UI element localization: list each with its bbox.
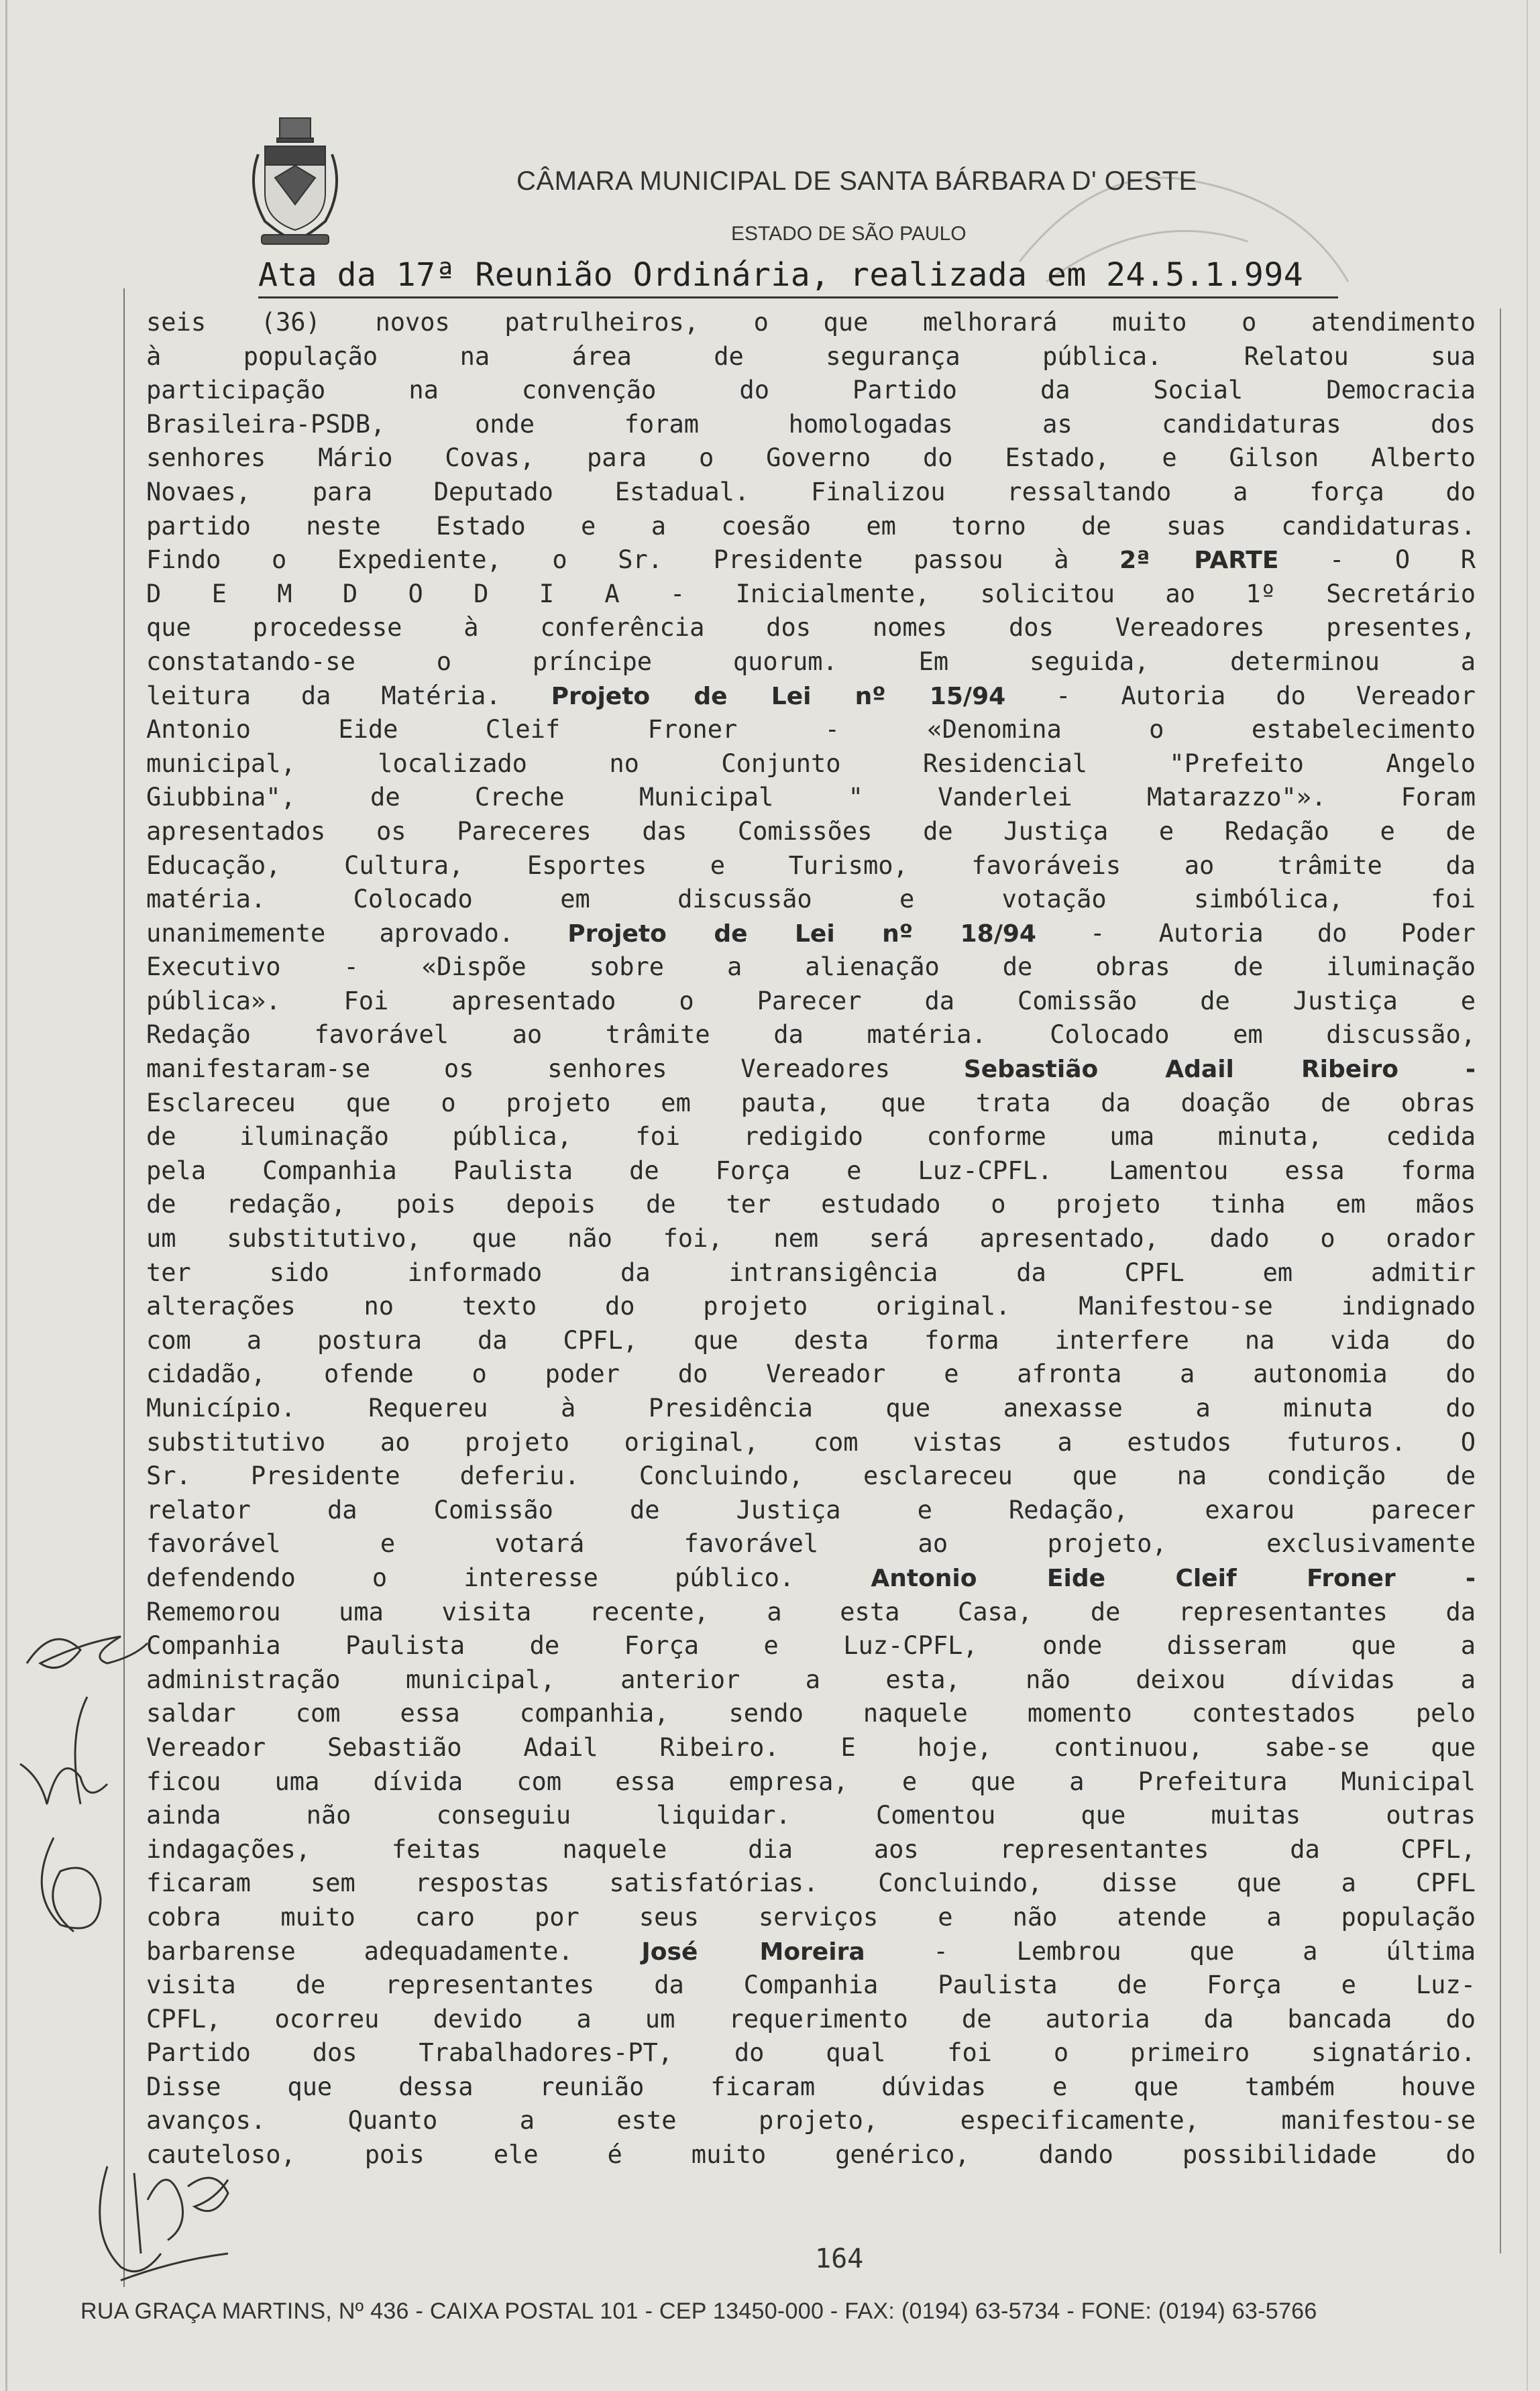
body-line: Redação favorável ao trâmite da matéria. Colocado em discussão, xyxy=(146,1020,1476,1050)
body-line: Companhia Paulista de Força e Luz-CPFL, onde disseram que a xyxy=(146,1631,1476,1661)
body-line: à população na área de segurança pública. Relatou sua xyxy=(146,341,1476,371)
body-line: CPFL, ocorreu devido a um requerimento de autoria da bancada do xyxy=(146,2004,1476,2034)
body-line: constatando-se o príncipe quorum. Em seguida, determinou a xyxy=(146,647,1476,676)
body-line: que procedesse à conferência dos nomes dos Vereadores presentes, xyxy=(146,613,1476,643)
body-line: pela Companhia Paulista de Força e Luz-CPFL. Lamentou essa forma xyxy=(146,1156,1476,1185)
initials-signature xyxy=(87,2146,248,2294)
body-line: D E M D O D I A - Inicialmente, solicitou ao 1º Secretário xyxy=(146,579,1476,608)
title-underline xyxy=(258,296,1338,298)
body-line: ter sido informado da intransigência da CPFL em admitir xyxy=(146,1258,1476,1287)
margin-signatures xyxy=(13,1616,161,1992)
body-line: favorável e votará favorável ao projeto, exclusivamente xyxy=(146,1529,1476,1559)
body-line: relator da Comissão de Justiça e Redação, exarou parecer xyxy=(146,1495,1476,1524)
body-line: Sr. Presidente deferiu. Concluindo, esclareceu que na condição de xyxy=(146,1461,1476,1491)
body-line: Novaes, para Deputado Estadual. Finalizou ressaltando a força do xyxy=(146,477,1476,506)
body-line: avanços. Quanto a este projeto, especificamente, manifestou-se xyxy=(146,2106,1476,2135)
body-line: Rememorou uma visita recente, a esta Casa, de representantes da xyxy=(146,1597,1476,1626)
right-margin-rule xyxy=(1500,309,1501,2254)
body-line: apresentados os Pareceres das Comissões de Justiça e Redação e de xyxy=(146,816,1476,846)
body-line: Município. Requereu à Presidência que anexasse a minuta do xyxy=(146,1394,1476,1423)
body-line: um substitutivo, que não foi, nem será apresentado, dado o orador xyxy=(146,1224,1476,1254)
body-line: partido neste Estado e a coesão em torno de suas candidaturas. xyxy=(146,511,1476,541)
body-line: administração municipal, anterior a esta, não deixou dívidas a xyxy=(146,1665,1476,1694)
body-line: participação na convenção do Partido da Social Democracia xyxy=(146,376,1476,405)
body-line: Brasileira-PSDB, onde foram homologadas as candidaturas dos xyxy=(146,409,1476,439)
minutes-body xyxy=(146,306,1476,2172)
body-line: manifestaram-se os senhores Vereadores Sebastião Adail Ribeiro - xyxy=(146,1054,1476,1084)
body-line: matéria. Colocado em discussão e votação simbólica, foi xyxy=(146,885,1476,914)
body-line: ainda não conseguiu liquidar. Comentou que muitas outras xyxy=(146,1801,1476,1830)
body-line: Partido dos Trabalhadores-PT, do qual foi o primeiro signatário. xyxy=(146,2038,1476,2068)
coat-of-arms-icon xyxy=(245,114,345,248)
body-line: Antonio Eide Cleif Froner - «Denomina o estabelecimento xyxy=(146,715,1476,744)
body-line: alterações no texto do projeto original. Manifestou-se indignado xyxy=(146,1292,1476,1321)
body-line: Esclareceu que o projeto em pauta, que trata da doação de obras xyxy=(146,1088,1476,1117)
body-line: cobra muito caro por seus serviços e não atende a população xyxy=(146,1902,1476,1932)
body-line: de redação, pois depois de ter estudado o projeto tinha em mãos xyxy=(146,1190,1476,1219)
body-line: Executivo - «Dispõe sobre a alienação de obras de iluminação xyxy=(146,952,1476,982)
body-line: Disse que dessa reunião ficaram dúvidas e que também houve xyxy=(146,2072,1476,2101)
body-line: Educação, Cultura, Esportes e Turismo, favoráveis ao trâmite da xyxy=(146,850,1476,880)
body-line: indagações, feitas naquele dia aos representantes da CPFL, xyxy=(146,1834,1476,1864)
body-line: defendendo o interesse público. Antonio Eide Cleif Froner - xyxy=(146,1563,1476,1592)
minutes-title: Ata da 17ª Reunião Ordinária, realizada em 24.5.1.994 xyxy=(258,256,1304,294)
body-line: senhores Mário Covas, para o Governo do Estado, e Gilson Alberto xyxy=(146,443,1476,473)
body-line: unanimemente aprovado. Projeto de Lei nº 18/94 - Autoria do Poder xyxy=(146,918,1476,948)
chamber-name: CÂMARA MUNICIPAL DE SANTA BÁRBARA D' OESTE xyxy=(516,166,1197,196)
body-line: Findo o Expediente, o Sr. Presidente passou à 2ª PARTE - O R xyxy=(146,545,1476,575)
page-number: 164 xyxy=(815,2243,864,2274)
body-line: com a postura da CPFL, que desta forma interfere na vida do xyxy=(146,1325,1476,1355)
body-line: visita de representantes da Companhia Paulista de Força e Luz- xyxy=(146,1970,1476,2000)
body-line: Vereador Sebastião Adail Ribeiro. E hoje, continuou, sabe-se que xyxy=(146,1732,1476,1762)
body-line: saldar com essa companhia, sendo naquele momento contestados pelo xyxy=(146,1699,1476,1728)
body-line: substitutivo ao projeto original, com vistas a estudos futuros. O xyxy=(146,1427,1476,1457)
body-line: ficou uma dívida com essa empresa, e que a Prefeitura Municipal xyxy=(146,1767,1476,1796)
footer-address: RUA GRAÇA MARTINS, Nº 436 - CAIXA POSTAL 101 - CEP 13450-000 - FAX: (0194) 63-5734 - FONE: (0194) 63-5766 xyxy=(80,2298,1317,2324)
body-line: pública». Foi apresentado o Parecer da Comissão de Justiça e xyxy=(146,986,1476,1015)
body-line: Giubbina", de Creche Municipal " Vanderlei Matarazzo"». Foram xyxy=(146,783,1476,812)
body-line: ficaram sem respostas satisfatórias. Concluindo, disse que a CPFL xyxy=(146,1869,1476,1898)
body-line: leitura da Matéria. Projeto de Lei nº 15/94 - Autoria do Vereador xyxy=(146,681,1476,710)
body-line: municipal, localizado no Conjunto Residencial "Prefeito Angelo xyxy=(146,748,1476,778)
state-name: ESTADO DE SÃO PAULO xyxy=(731,223,967,245)
body-line: cidadão, ofende o poder do Vereador e afronta a autonomia do xyxy=(146,1359,1476,1389)
body-line: barbarense adequadamente. José Moreira - Lembrou que a última xyxy=(146,1936,1476,1966)
body-line: cauteloso, pois ele é muito genérico, dando possibilidade do xyxy=(146,2140,1476,2170)
body-line: de iluminação pública, foi redigido conforme uma minuta, cedida xyxy=(146,1122,1476,1152)
body-line: seis (36) novos patrulheiros, o que melhorará muito o atendimento xyxy=(146,308,1476,337)
